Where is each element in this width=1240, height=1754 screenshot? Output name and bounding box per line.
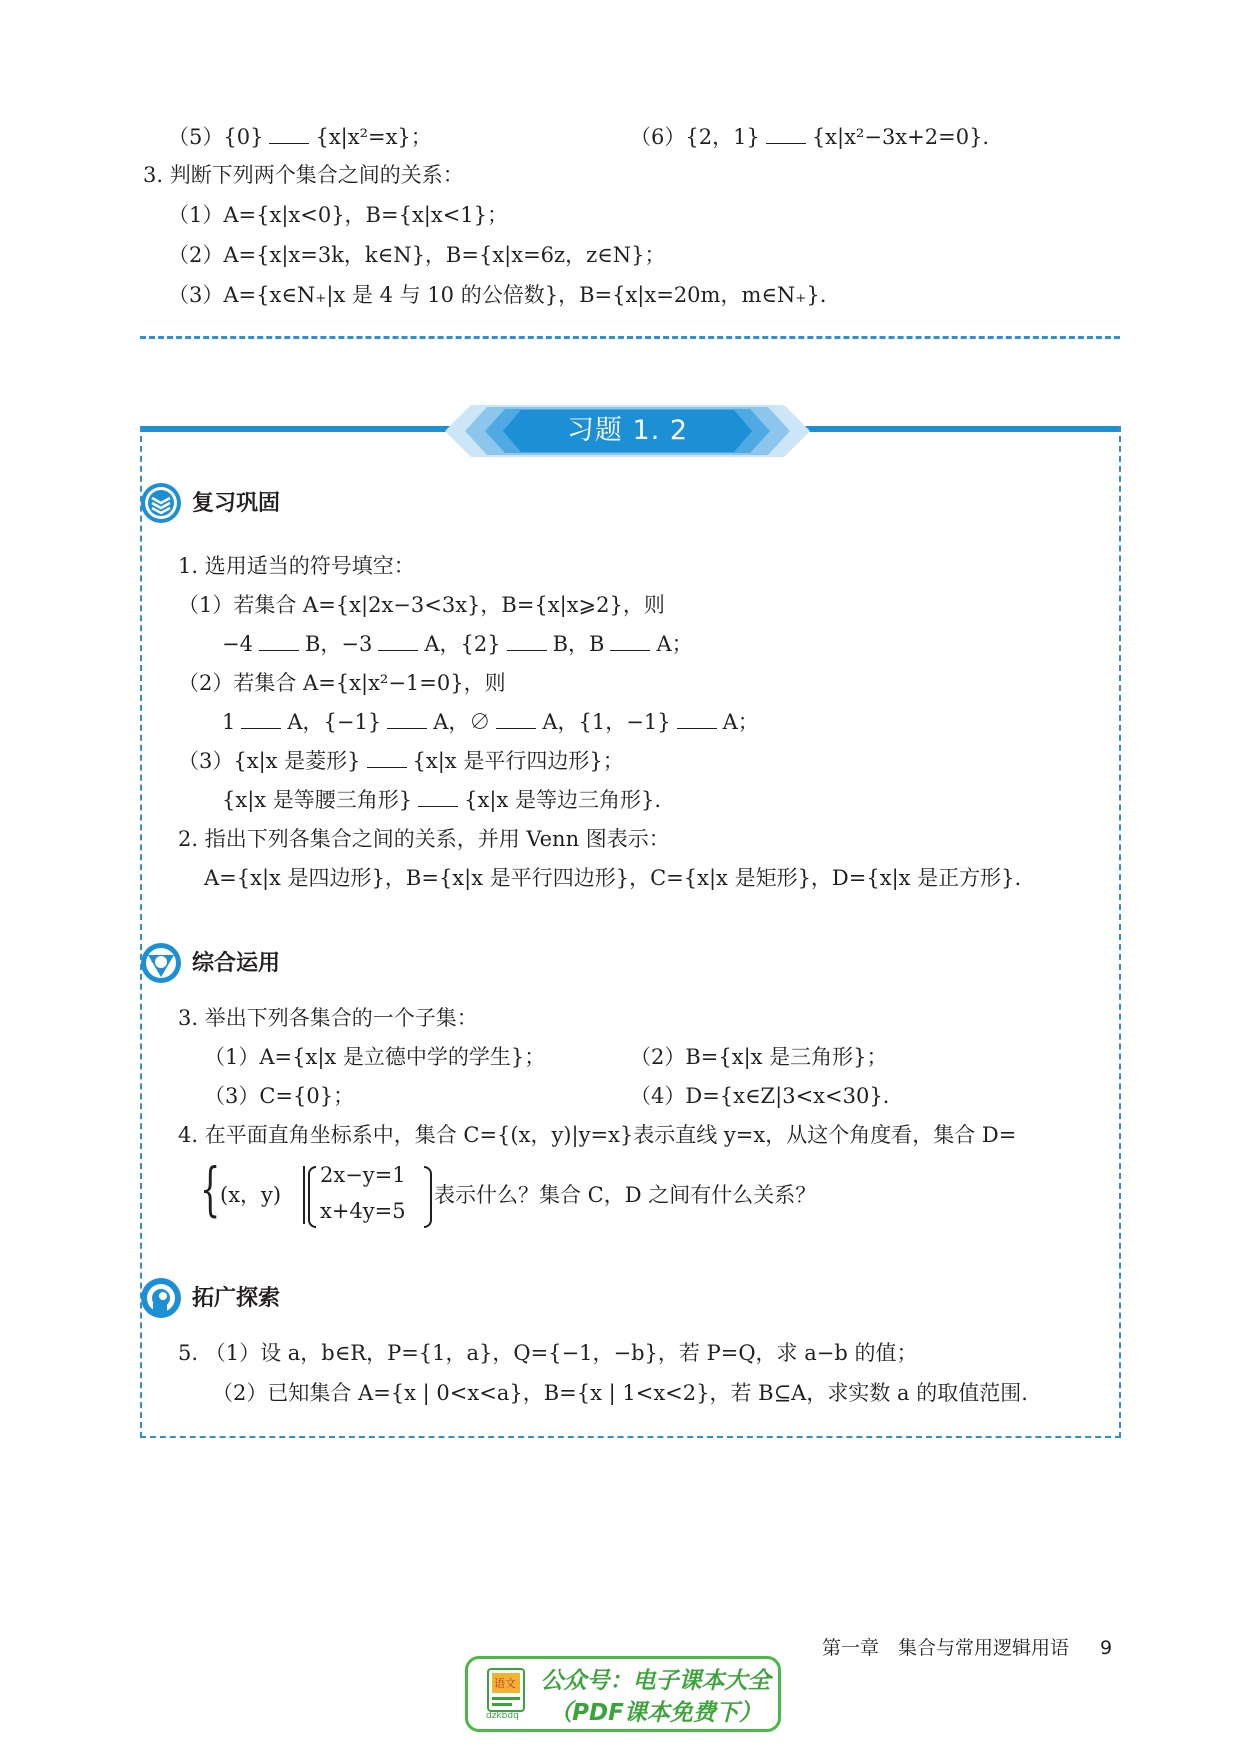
question-3-part-2: （2）A={x|x=3k，k∈N}，B={x|x=6z，z∈N}； xyxy=(168,243,666,267)
review-q1-title: 1. 选用适当的符号填空： xyxy=(178,554,415,578)
text-segment: 1 xyxy=(222,710,236,734)
fill-blank xyxy=(507,630,547,651)
equation-2: x+4y=5 xyxy=(320,1199,406,1223)
fill-blank xyxy=(387,708,427,729)
review-q1-part-3b xyxy=(222,785,661,815)
question-3-part-3: （3）A={x∈N₊|x 是 4 与 10 的公倍数}，B={x|x=20m，m∈N₊}. xyxy=(168,283,827,307)
text-segment: B，B xyxy=(552,632,605,656)
text-segment: {x|x 是等腰三角形} xyxy=(222,788,413,812)
text-segment: （3）{x|x 是菱形} xyxy=(178,749,361,773)
fill-blank xyxy=(766,123,806,144)
review-q1-part-1: （1）若集合 A={x|2x−3<3x}，B={x|x⩾2}，则 xyxy=(178,593,665,617)
triangle-circle-icon xyxy=(140,942,182,984)
section-review-title: 复习巩固 xyxy=(192,491,281,516)
question-3-title: 3. 判断下列两个集合之间的关系： xyxy=(143,163,464,187)
text-segment: {x|x 是等边三角形}. xyxy=(464,788,662,812)
text-segment: A； xyxy=(656,632,693,656)
exercise-6-rhs: {x|x²−3x+2=0}. xyxy=(811,125,990,149)
exercise-6-lhs: （6）{2，1} xyxy=(630,125,760,149)
apply-q3-title: 3. 举出下列各集合的一个子集： xyxy=(178,1006,478,1030)
apply-q3-part-3: （3）C={0}； xyxy=(204,1084,355,1108)
system-brace xyxy=(308,1166,316,1228)
section-review-header xyxy=(140,482,380,526)
explore-q5-part-1: 5. （1）设 a，b∈R，P={1，a}，Q={−1，−b}，若 P=Q，求 a−b 的值； xyxy=(178,1341,918,1365)
right-brace xyxy=(424,1166,432,1228)
section-divider xyxy=(140,336,1120,339)
fill-blank xyxy=(367,747,407,768)
section-apply-header xyxy=(140,942,380,986)
section-explore-title: 拓广探索 xyxy=(192,1286,281,1311)
watermark-line-1: 公众号：电子课本大全 xyxy=(540,1668,771,1694)
exercise-5-lhs: （5）{0} xyxy=(168,125,264,149)
fill-blank xyxy=(610,630,650,651)
watermark-badge xyxy=(465,1656,781,1732)
section-explore-header xyxy=(140,1277,380,1321)
watermark-small-text: dzkbdq xyxy=(486,1711,519,1721)
text-segment: A，{1，−1} xyxy=(542,710,671,734)
apply-q3-part-1: （1）A={x|x 是立德中学的学生}； xyxy=(204,1045,546,1069)
footer-chapter: 第一章 集合与常用逻辑用语 xyxy=(822,1637,1070,1659)
text-segment: A，{−1} xyxy=(287,710,382,734)
explore-icon xyxy=(140,1277,182,1319)
equation-1: 2x−y=1 xyxy=(320,1163,406,1187)
text-segment: B，−3 xyxy=(304,632,373,656)
section-apply-title: 综合运用 xyxy=(192,951,281,976)
text-segment: A，{2} xyxy=(424,632,501,656)
review-q1-part-3a xyxy=(178,746,624,776)
watermark-line-2: （PDF课本免费下） xyxy=(549,1700,762,1726)
exercise-5 xyxy=(168,122,432,152)
exercise-title: 习题 1. 2 xyxy=(566,415,689,446)
fill-blank xyxy=(241,708,281,729)
apply-q3-part-4: （4）D={x∈Z|3<x<30}. xyxy=(630,1084,890,1108)
page-number: 9 xyxy=(1100,1637,1113,1659)
question-3-part-1: （1）A={x|x<0}，B={x|x<1}； xyxy=(168,203,509,227)
left-brace: { xyxy=(200,1155,221,1223)
fill-blank xyxy=(418,786,458,807)
text-segment: {x|x 是平行四边形}； xyxy=(412,749,624,773)
watermark-badge-text: 语文 xyxy=(494,1677,516,1690)
exercise-title-banner xyxy=(445,405,810,457)
layers-icon xyxy=(140,482,182,524)
set-element: (x，y) xyxy=(220,1183,282,1207)
set-divider xyxy=(303,1166,305,1224)
review-q2-body: A={x|x 是四边形}，B={x|x 是平行四边形}，C={x|x 是矩形}，D={x|x 是正方形}. xyxy=(204,866,1022,890)
exercise-5-rhs: {x|x²=x}； xyxy=(315,125,432,149)
review-q2-title: 2. 指出下列各集合之间的关系，并用 Venn 图表示： xyxy=(178,827,670,851)
fill-blank xyxy=(378,630,418,651)
apply-q4-set xyxy=(200,1155,900,1230)
fill-blank xyxy=(677,708,717,729)
text-segment: A； xyxy=(722,710,759,734)
fill-blank xyxy=(259,630,299,651)
fill-blank xyxy=(269,123,309,144)
fill-blank xyxy=(496,708,536,729)
apply-q3-part-2: （2）B={x|x 是三角形}； xyxy=(630,1045,888,1069)
explore-q5-part-2: （2）已知集合 A={x | 0<x<a}，B={x | 1<x<2}，若 B⊆A，求实数 a 的取值范围. xyxy=(212,1381,1028,1405)
text-segment: −4 xyxy=(222,632,253,656)
apply-q4-tail: 表示什么？集合 C，D 之间有什么关系？ xyxy=(434,1183,817,1207)
apply-q4-text: 4. 在平面直角坐标系中，集合 C={(x，y)|y=x}表示直线 y=x，从这个角度看，集合 D= xyxy=(178,1123,1017,1147)
review-q1-part-1-blanks xyxy=(222,629,693,659)
exercise-6 xyxy=(630,122,989,152)
review-q1-part-2: （2）若集合 A={x|x²−1=0}，则 xyxy=(178,671,506,695)
text-segment: A，∅ xyxy=(433,710,491,734)
review-q1-part-2-blanks xyxy=(222,707,759,737)
